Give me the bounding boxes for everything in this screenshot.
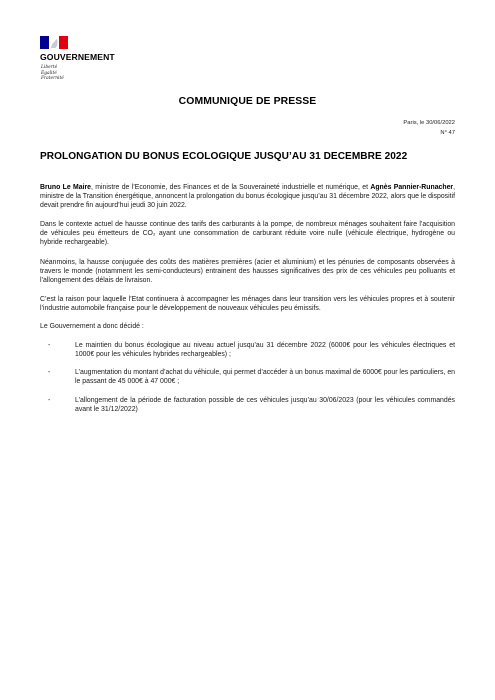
list-item: - L’allongement de la période de facturation possible de ces véhicules jusqu’au 30/06/2023 (pour les véhicules commandés avant le 31/12/2022) (48, 396, 455, 413)
decision-list (40, 341, 455, 414)
release-date: Paris, le 30/06/2022 (403, 120, 455, 126)
list-item: - Le maintien du bonus écologique au niveau actuel jusqu’au 31 décembre 2022 (6000€ pour les véhicules électriques et 1000€ pour les véhicules hybrides rechargeables) ; (48, 342, 455, 359)
paragraph-decision: Le Gouvernement a donc décidé : (40, 323, 144, 331)
list-item: - L’augmentation du montant d’achat du véhicule, qui permet d’accéder à un bonus maximal de 6000€ pour les particuliers, en le passant de 45 000€ à 47 000€ ; (48, 369, 455, 386)
document-title: PROLONGATION DU BONUS ECOLOGIQUE JUSQU’AU 31 DECEMBRE 2022 (40, 151, 408, 162)
paragraph-context: Dans le contexte actuel de hausse continue des tarifs des carburants à la pompe, de nombreux ménages souhaitent faire l’acquisition de véhicules peu émetteurs de CO₂ ayant une consommation de carburant réduite voire nulle (véhicule électrique, hydrogène ou hybride rechargeable). (40, 221, 455, 247)
document-body (40, 183, 455, 423)
release-meta (403, 119, 455, 138)
government-name: GOUVERNEMENT (40, 52, 115, 62)
press-release-heading: COMMUNIQUE DE PRESSE (178, 96, 317, 107)
list-bullet: - (48, 342, 51, 350)
list-bullet: - (48, 369, 51, 377)
republic-motto-signature: Liberté Égalité Fraternité (41, 65, 64, 82)
marianne-flag-icon (40, 36, 68, 49)
paragraph-reason: C’est la raison pour laquelle l’Etat continuera à accompagner les ménages dans leur transition vers les véhicules propres et à soutenir l’industrie automobile française pour le développement de nouveaux véhicules peu émissifs. (40, 295, 455, 312)
paragraph-intro: Bruno Le Maire, ministre de l’Economie, des Finances et de la Souveraineté industrielle et numérique, et Agnès Pannier-Runacher, ministre de la Transition énergétique, annoncent la prolongation du bonus écologique jusqu’au 31 décembre 2022, alors que le dispositif devait prendre fin aujourd’hui jeudi 30 juin 2022. (40, 184, 456, 210)
government-logo (40, 36, 140, 82)
minister-name-1: Bruno Le Maire (40, 184, 91, 191)
release-number: N° 47 (440, 129, 455, 136)
list-bullet: - (48, 396, 51, 404)
paragraph-costs: Néanmoins, la hausse conjuguée des coûts des matières premières (acier et aluminium) et les pénuries de composants observées à travers le monde (notamment les semi-conducteurs) entrainent des hausses significatives des prix de ces véhicules peu polluants et l’allongement des délais de livraison. (40, 258, 455, 284)
minister-name-2: Agnès Pannier-Runacher (370, 184, 454, 191)
